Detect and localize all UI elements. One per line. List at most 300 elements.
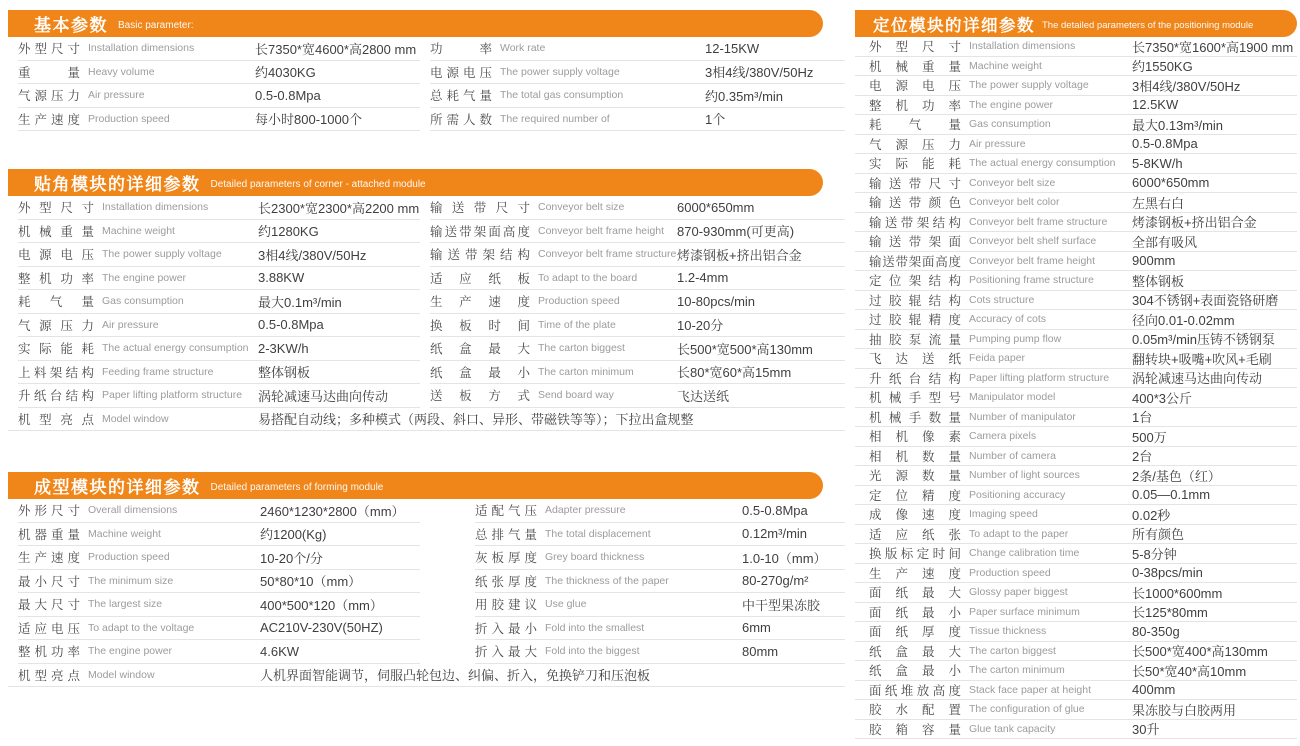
spec-label-en: Installation dimensions: [102, 201, 209, 214]
section-positioning-module: [855, 10, 1297, 739]
spec-row: [18, 337, 420, 361]
spec-row: [855, 544, 1297, 564]
spec-value: 整体钢板: [258, 365, 311, 381]
spec-label-zh: 折入最小: [475, 621, 537, 636]
spec-label-zh: 机型亮点: [18, 668, 80, 683]
spec-label-zh: 适应电压: [18, 621, 80, 636]
spec-label-en: Installation dimensions: [969, 40, 1076, 53]
spec-value: 中干型果冻胶: [742, 597, 821, 613]
spec-row: [18, 546, 420, 570]
spec-value: 6000*650mm: [677, 199, 755, 215]
spec-label-en: Fold into the smallest: [545, 621, 645, 634]
spec-row: [855, 681, 1297, 701]
spec-label-en: The carton minimum: [969, 664, 1065, 677]
spec-label-zh: 机械重量: [18, 224, 94, 239]
section-body: [8, 499, 845, 664]
spec-row: [430, 84, 845, 108]
spec-label-en: Conveyor belt size: [538, 201, 625, 214]
spec-label-zh: 用胶建议: [475, 598, 537, 613]
spec-label-en: Air pressure: [102, 318, 159, 331]
spec-label-en: Paper surface minimum: [969, 605, 1080, 618]
spec-value: 80mm: [742, 643, 779, 659]
spec-label-en: The actual energy consumption: [969, 157, 1116, 170]
spec-row: [430, 243, 845, 267]
spec-value: 0.5-0.8Mpa: [742, 502, 808, 518]
spec-value: 1台: [1132, 410, 1153, 426]
spec-value: 304不锈钢+表面瓷铬研磨: [1132, 293, 1279, 309]
spec-label-zh: 纸盒最小: [869, 664, 961, 679]
spec-label-zh: 纸盒最大: [430, 342, 530, 357]
spec-label-en: The engine power: [88, 645, 173, 658]
spec-label-zh: 输送带尺寸: [869, 176, 961, 191]
spec-label-zh: 外形尺寸: [18, 504, 80, 519]
spec-row: [855, 37, 1297, 57]
spec-label-en: The total displacement: [545, 527, 651, 540]
spec-label-zh: 上料架结构: [18, 365, 94, 380]
spec-label-en: Grey board thickness: [545, 551, 645, 564]
spec-label-zh: 面纸最小: [869, 605, 961, 620]
spec-label-zh: 耗气量: [869, 118, 961, 133]
spec-value: 果冻胶与白胶两用: [1132, 702, 1237, 718]
spec-row: [430, 267, 845, 291]
spec-row: [18, 37, 420, 61]
spec-label-zh: 气源压力: [18, 89, 80, 104]
section-title-en: Detailed parameters of forming module: [210, 482, 384, 493]
spec-label-en: Send board way: [538, 389, 614, 402]
spec-value: 整体钢板: [1132, 273, 1185, 289]
spec-row: [855, 174, 1297, 194]
spec-value: 飞达送纸: [677, 388, 730, 404]
spec-label-zh: 适应纸板: [430, 271, 530, 286]
spec-label-en: Paper lifting platform structure: [969, 371, 1110, 384]
spec-label-en: Time of the plate: [538, 318, 616, 331]
spec-label-en: The total gas consumption: [500, 89, 624, 102]
spec-label-en: The engine power: [102, 271, 187, 284]
spec-label-en: The carton biggest: [538, 342, 625, 355]
spec-label-zh: 相机数量: [869, 449, 961, 464]
spec-value: 5-8分钟: [1132, 546, 1177, 562]
spec-row: [475, 570, 845, 594]
spec-row: [855, 525, 1297, 545]
spec-value: 10-80pcs/min: [677, 293, 756, 309]
spec-label-en: Installation dimensions: [88, 42, 195, 55]
spec-label-zh: 生产速度: [18, 112, 80, 127]
spec-value: 长80*宽60*高15mm: [677, 365, 792, 381]
spec-row: [855, 291, 1297, 311]
spec-column-right: [420, 499, 845, 664]
spec-row: [430, 196, 845, 220]
spec-label-zh: 抽胶泵流量: [869, 332, 961, 347]
spec-row: [475, 546, 845, 570]
spec-value: 全部有吸风: [1132, 234, 1198, 250]
spec-value: 30升: [1132, 722, 1160, 738]
spec-row: [855, 232, 1297, 252]
spec-row: [18, 640, 420, 664]
spec-label-zh: 过胶辊精度: [869, 313, 961, 328]
spec-label-en: Stack face paper at height: [969, 683, 1091, 696]
spec-row-model-highlights: [8, 664, 845, 688]
spec-value: 50*80*10（mm）: [260, 574, 362, 590]
spec-label-zh: 输送带架结构: [430, 248, 530, 263]
spec-label-en: The engine power: [969, 98, 1054, 111]
spec-column-right: [420, 196, 845, 408]
spec-label-zh: 总排气量: [475, 527, 537, 542]
spec-value: 3相4线/380V/50Hz: [258, 247, 367, 263]
spec-label-zh: 输送带架结构: [869, 215, 961, 230]
spec-value: 6000*650mm: [1132, 175, 1210, 191]
spec-row: [855, 310, 1297, 330]
spec-value: 约1280KG: [258, 224, 319, 240]
spec-label-en: Tissue thickness: [969, 625, 1047, 638]
spec-row: [855, 271, 1297, 291]
spec-row: [18, 593, 420, 617]
spec-label-en: The minimum size: [88, 574, 174, 587]
spec-value: 2条/基色（红）: [1132, 468, 1221, 484]
spec-row: [855, 720, 1297, 740]
spec-value: 易搭配自动线；多种模式（两段、斜口、异形、带磁铁等等）；下拉出盒规整: [258, 412, 694, 428]
spec-value: 6mm: [742, 620, 771, 636]
spec-column-left: [8, 37, 420, 131]
spec-label-zh: 输送带尺寸: [430, 201, 530, 216]
section-header-forming: [8, 472, 823, 499]
spec-value: 0.05—0.1mm: [1132, 487, 1211, 503]
spec-label-en: Number of manipulator: [969, 410, 1076, 423]
spec-value: 翻转块+吸嘴+吹风+毛刷: [1132, 351, 1272, 367]
spec-row: [855, 427, 1297, 447]
spec-row: [475, 593, 845, 617]
spec-value: 1.0-10（mm）: [742, 550, 827, 566]
spec-label-en: Cots structure: [969, 293, 1035, 306]
spec-label-en: Glue tank capacity: [969, 722, 1056, 735]
spec-label-zh: 换板时间: [430, 318, 530, 333]
spec-label-zh: 外型尺寸: [18, 42, 80, 57]
spec-label-zh: 最小尺寸: [18, 574, 80, 589]
spec-label-en: Gas consumption: [102, 295, 184, 308]
spec-row: [430, 361, 845, 385]
spec-value: 80-270g/m²: [742, 573, 809, 589]
spec-row: [855, 115, 1297, 135]
spec-row: [855, 466, 1297, 486]
spec-label-en: Positioning accuracy: [969, 488, 1066, 501]
spec-row-model-highlights: [8, 408, 845, 432]
spec-value: 12.5KW: [1132, 97, 1179, 113]
spec-label-en: Imaging speed: [969, 508, 1038, 521]
spec-label-en: The power supply voltage: [500, 65, 620, 78]
spec-label-en: Adapter pressure: [545, 504, 626, 517]
spec-row: [855, 193, 1297, 213]
spec-label-en: Air pressure: [969, 137, 1026, 150]
spec-value: 0.02秒: [1132, 507, 1171, 523]
spec-row: [430, 220, 845, 244]
spec-label-zh: 换版标定时间: [869, 547, 961, 562]
spec-label-en: Positioning frame structure: [969, 274, 1094, 287]
spec-value: 烤漆钢板+挤出铝合金: [677, 247, 802, 263]
spec-label-zh: 总耗气量: [430, 89, 492, 104]
spec-value: 0-38pcs/min: [1132, 565, 1203, 581]
spec-label-zh: 电源电压: [18, 248, 94, 263]
spec-label-en: The carton minimum: [538, 365, 634, 378]
spec-label-en: Feida paper: [969, 352, 1026, 365]
spec-label-zh: 功率: [430, 42, 492, 57]
spec-label-zh: 机械手型号: [869, 391, 961, 406]
spec-label-zh: 电源电压: [869, 79, 961, 94]
spec-value: 12-15KW: [705, 40, 760, 56]
spec-label-zh: 电源电压: [430, 65, 492, 80]
spec-row: [18, 84, 420, 108]
spec-label-zh: 耗气量: [18, 295, 94, 310]
spec-row: [430, 314, 845, 338]
spec-label-en: To adapt to the voltage: [88, 621, 195, 634]
section-body: [8, 196, 845, 408]
spec-label-zh: 纸张厚度: [475, 574, 537, 589]
spec-value: 每小时800-1000个: [255, 112, 362, 128]
spec-row: [855, 603, 1297, 623]
spec-value: 0.12m³/min: [742, 526, 808, 542]
spec-label-en: Gas consumption: [969, 118, 1051, 131]
section-title-zh: 基本参数: [34, 16, 108, 35]
spec-value: 2-3KW/h: [258, 340, 309, 356]
spec-row: [855, 213, 1297, 233]
spec-value: AC210V-230V(50HZ): [260, 620, 383, 636]
spec-value: 径向0.01-0.02mm: [1132, 312, 1235, 328]
spec-label-zh: 输送带颜色: [869, 196, 961, 211]
spec-value: 长2300*宽2300*高2200 mm: [258, 200, 420, 216]
spec-label-en: Fold into the biggest: [545, 645, 640, 658]
spec-label-en: Overall dimensions: [88, 504, 178, 517]
spec-column-right: [420, 37, 845, 131]
spec-label-zh: 最大尺寸: [18, 598, 80, 613]
spec-label-zh: 生产速度: [869, 566, 961, 581]
spec-label-zh: 机器重量: [18, 527, 80, 542]
section-title-en: The detailed parameters of the positioning module: [1042, 20, 1254, 31]
spec-row: [18, 570, 420, 594]
spec-value: 0.5-0.8Mpa: [258, 317, 324, 333]
spec-value: 涡轮减速马达曲向传动: [258, 388, 389, 404]
spec-label-zh: 过胶辊结构: [869, 293, 961, 308]
spec-value: 2460*1230*2800（mm）: [260, 503, 405, 519]
spec-label-en: Conveyor belt frame structure: [538, 248, 677, 261]
spec-value: 400*500*120（mm）: [260, 597, 383, 613]
spec-label-zh: 外型尺寸: [869, 40, 961, 55]
spec-label-zh: 面纸堆放高度: [869, 683, 961, 698]
spec-value: 长500*宽500*高130mm: [677, 341, 813, 357]
spec-label-zh: 升纸台结构: [869, 371, 961, 386]
spec-value: 长7350*宽1600*高1900 mm: [1132, 39, 1294, 55]
spec-row: [18, 220, 420, 244]
spec-label-en: Glossy paper biggest: [969, 586, 1068, 599]
spec-value: 5-8KW/h: [1132, 155, 1183, 171]
spec-value: 3.88KW: [258, 270, 305, 286]
spec-label-zh: 实际能耗: [18, 342, 94, 357]
spec-row: [475, 499, 845, 523]
section-basic-parameters: [8, 10, 845, 131]
spec-value: 500万: [1132, 429, 1167, 445]
spec-label-zh: 纸盒最小: [430, 365, 530, 380]
spec-label-en: The power supply voltage: [969, 79, 1089, 92]
spec-label-en: Machine weight: [88, 527, 161, 540]
spec-value: 约0.35m³/min: [705, 88, 784, 104]
spec-row: [430, 37, 845, 61]
spec-row: [855, 700, 1297, 720]
spec-row: [18, 61, 420, 85]
section-header-positioning: [855, 10, 1297, 37]
spec-value: 3相4线/380V/50Hz: [705, 65, 814, 81]
spec-label-zh: 机械手数量: [869, 410, 961, 425]
spec-label-en: The largest size: [88, 598, 163, 611]
spec-label-en: Camera pixels: [969, 430, 1037, 443]
spec-row: [855, 583, 1297, 603]
spec-value: 约4030KG: [255, 65, 316, 81]
spec-value: 长500*宽400*高130mm: [1132, 644, 1268, 660]
spec-label-en: Change calibration time: [969, 547, 1080, 560]
spec-label-en: The required number of: [500, 112, 610, 125]
spec-row: [18, 361, 420, 385]
spec-label-zh: 气源压力: [18, 318, 94, 333]
spec-value: 长1000*600mm: [1132, 585, 1223, 601]
spec-label-zh: 面纸厚度: [869, 625, 961, 640]
spec-label-en: Conveyor belt color: [969, 196, 1060, 209]
spec-row: [18, 384, 420, 408]
spec-row: [855, 349, 1297, 369]
spec-value: 10-20分: [677, 318, 724, 334]
spec-label-zh: 光源数量: [869, 469, 961, 484]
spec-label-en: Feeding frame structure: [102, 365, 214, 378]
spec-row: [855, 57, 1297, 77]
section-title-zh: 定位模块的详细参数: [873, 16, 1035, 35]
spec-row: [430, 290, 845, 314]
spec-label-en: Work rate: [500, 42, 546, 55]
section-body: [8, 37, 845, 131]
spec-value: 所有颜色: [1132, 527, 1185, 543]
spec-row: [855, 135, 1297, 155]
spec-label-en: Model window: [88, 668, 155, 681]
section-body: [855, 37, 1297, 739]
section-title-zh: 成型模块的详细参数: [34, 478, 201, 497]
spec-label-en: Accuracy of cots: [969, 313, 1047, 326]
spec-label-zh: 输送带架面高度: [430, 224, 530, 239]
spec-label-en: Conveyor belt frame height: [538, 224, 665, 237]
spec-label-zh: 升纸台结构: [18, 389, 94, 404]
spec-value: 0.05m³/min压铸不锈钢泵: [1132, 332, 1276, 348]
spec-label-zh: 输送带架面高度: [869, 254, 961, 269]
spec-label-en: Machine weight: [969, 59, 1042, 72]
spec-label-zh: 定位架结构: [869, 274, 961, 289]
spec-label-zh: 整机功率: [869, 98, 961, 113]
spec-label-zh: 气源压力: [869, 137, 961, 152]
spec-row: [855, 76, 1297, 96]
spec-label-en: The power supply voltage: [102, 248, 222, 261]
spec-column-left: [8, 196, 420, 408]
spec-row: [475, 523, 845, 547]
section-header-corner: [8, 169, 823, 196]
spec-label-zh: 成像速度: [869, 508, 961, 523]
spec-value: 80-350g: [1132, 623, 1180, 639]
spec-label-en: Number of light sources: [969, 469, 1080, 482]
spec-label-en: To adapt to the board: [538, 271, 638, 284]
spec-label-zh: 整机功率: [18, 271, 94, 286]
spec-value: 烤漆钢板+挤出铝合金: [1132, 215, 1257, 231]
spec-value: 2台: [1132, 449, 1153, 465]
spec-value: 约1200(Kg): [260, 527, 327, 543]
spec-value: 400*3公斤: [1132, 390, 1192, 406]
spec-label-zh: 生产速度: [430, 295, 530, 310]
section-title-zh: 贴角模块的详细参数: [34, 175, 201, 194]
spec-column-left: [8, 499, 420, 664]
spec-row: [855, 408, 1297, 428]
spec-value: 最大0.1m³/min: [258, 294, 342, 310]
spec-label-zh: 所需人数: [430, 112, 492, 127]
spec-label-zh: 灰板厚度: [475, 551, 537, 566]
spec-value: 3相4线/380V/50Hz: [1132, 78, 1241, 94]
spec-label-zh: 折入最大: [475, 645, 537, 660]
spec-label-en: Conveyor belt frame structure: [969, 215, 1108, 228]
spec-value: 左黑右白: [1132, 195, 1185, 211]
spec-label-zh: 机型亮点: [18, 412, 94, 427]
section-forming-module: [8, 472, 845, 687]
spec-label-zh: 胶箱容量: [869, 722, 961, 737]
spec-row: [18, 523, 420, 547]
spec-label-zh: 适应纸张: [869, 527, 961, 542]
spec-label-zh: 飞达送纸: [869, 352, 961, 367]
section-corner-module: [8, 169, 845, 431]
spec-row: [18, 196, 420, 220]
spec-label-en: To adapt to the paper: [969, 527, 1069, 540]
section-title-en: Basic parameter:: [118, 20, 194, 31]
spec-row: [18, 290, 420, 314]
spec-label-zh: 纸盒最大: [869, 644, 961, 659]
spec-label-zh: 面纸最大: [869, 586, 961, 601]
spec-value: 400mm: [1132, 682, 1176, 698]
spec-row: [18, 267, 420, 291]
section-title-en: Detailed parameters of corner - attached module: [210, 179, 426, 190]
spec-label-en: The carton biggest: [969, 644, 1056, 657]
section-header-basic: [8, 10, 823, 37]
spec-value: 涡轮减速马达曲向传动: [1132, 371, 1263, 387]
spec-label-zh: 机械重量: [869, 59, 961, 74]
spec-label-zh: 整机功率: [18, 645, 80, 660]
spec-label-en: Air pressure: [88, 89, 145, 102]
spec-row: [855, 622, 1297, 642]
spec-row: [855, 252, 1297, 272]
spec-row: [430, 108, 845, 132]
spec-row: [430, 384, 845, 408]
spec-row: [18, 108, 420, 132]
spec-row: [475, 640, 845, 664]
spec-label-en: Conveyor belt shelf surface: [969, 235, 1097, 248]
spec-label-zh: 实际能耗: [869, 157, 961, 172]
spec-label-en: The configuration of glue: [969, 703, 1085, 716]
spec-value: 0.5-0.8Mpa: [255, 87, 321, 103]
spec-label-en: The actual energy consumption: [102, 342, 249, 355]
spec-label-zh: 外型尺寸: [18, 201, 94, 216]
spec-value: 4.6KW: [260, 643, 300, 659]
spec-value: 长125*80mm: [1132, 605, 1208, 621]
spec-label-zh: 适配气压: [475, 504, 537, 519]
spec-row: [855, 564, 1297, 584]
spec-row: [855, 388, 1297, 408]
spec-label-zh: 生产速度: [18, 551, 80, 566]
spec-label-en: Conveyor belt frame height: [969, 254, 1096, 267]
spec-label-en: Production speed: [88, 112, 170, 125]
spec-label-en: Production speed: [538, 295, 620, 308]
spec-label-en: Use glue: [545, 598, 587, 611]
spec-label-zh: 送板方式: [430, 389, 530, 404]
spec-value: 最大0.13m³/min: [1132, 117, 1224, 133]
spec-label-zh: 定位精度: [869, 488, 961, 503]
spec-row: [18, 499, 420, 523]
spec-label-en: Machine weight: [102, 224, 175, 237]
spec-row: [475, 617, 845, 641]
